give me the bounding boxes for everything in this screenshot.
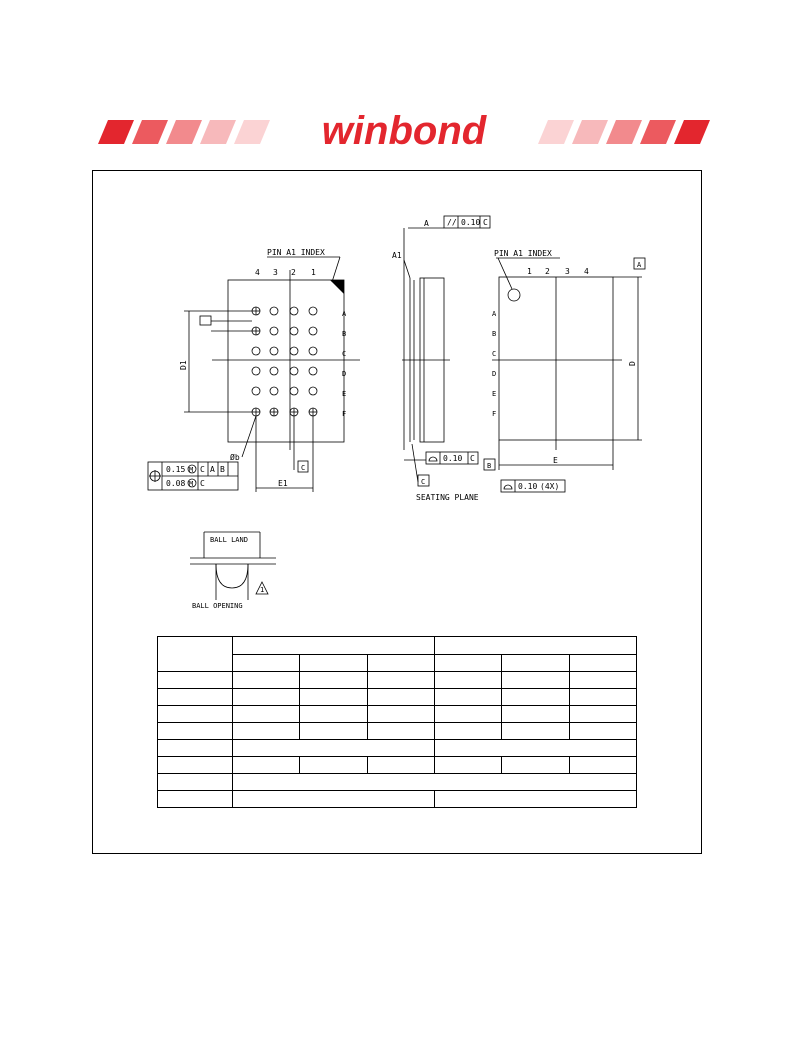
table-row [158, 637, 637, 655]
row-letter: A [492, 310, 497, 318]
table-cell [233, 723, 300, 740]
table-cell [233, 654, 300, 672]
table-cell [233, 689, 300, 706]
table-row [158, 740, 637, 757]
stripe [538, 120, 574, 144]
table-row [158, 689, 637, 706]
stripe [606, 120, 642, 144]
ball-grid [252, 307, 317, 416]
table-cell [569, 654, 636, 672]
a-dimension: A [424, 219, 429, 228]
row-letter: F [492, 410, 497, 418]
row-letter: E [342, 390, 347, 398]
seating-plane-label: SEATING PLANE [416, 493, 479, 502]
column-number: 1 [311, 268, 316, 277]
table-cell [158, 791, 233, 808]
column-number: 4 [584, 267, 589, 276]
side-view [392, 216, 490, 502]
table-cell [434, 740, 636, 757]
tolerance-box [200, 316, 211, 325]
table-cell [158, 740, 233, 757]
column-number: 2 [545, 267, 550, 276]
table-cell [367, 757, 434, 774]
fcf-datum: C [200, 465, 205, 474]
ball-opening-label: BALL OPENING [192, 602, 243, 610]
table-cell [434, 654, 501, 672]
table-cell [300, 706, 367, 723]
parallel-tolerance: 0.10 [461, 218, 481, 227]
row-letter: D [492, 370, 497, 378]
bottom-view [148, 248, 360, 492]
fcf-modifier: M [189, 480, 194, 488]
winbond-logo [96, 108, 712, 154]
row-letter: A [342, 310, 347, 318]
table-cell [569, 723, 636, 740]
e-dimension: E [553, 456, 558, 465]
column-number: 4 [255, 268, 260, 277]
table-cell [233, 791, 435, 808]
fcf-modifier: M [189, 466, 194, 474]
column-number: 2 [291, 268, 296, 277]
table-cell [367, 654, 434, 672]
left-stripes [98, 120, 270, 144]
feature-control-frame [148, 462, 238, 490]
d1-dimension: D1 [179, 360, 188, 370]
table-cell [233, 740, 435, 757]
table-row [158, 723, 637, 740]
stripe [132, 120, 168, 144]
profile-tolerance: 0.10 [518, 482, 538, 491]
pin-a1-dot [508, 289, 520, 301]
table-cell [434, 723, 501, 740]
table-cell [434, 791, 636, 808]
parallel-datum: C [483, 218, 488, 227]
table-cell [158, 774, 233, 791]
table-cell [502, 723, 569, 740]
table-cell [300, 654, 367, 672]
column-number: 1 [527, 267, 532, 276]
a1-dimension: A1 [392, 251, 402, 260]
parallel-symbol: // [447, 218, 457, 227]
table-cell [300, 723, 367, 740]
fcf-tolerance: 0.08 [166, 479, 186, 488]
table-cell [300, 672, 367, 689]
table-row [158, 672, 637, 689]
parallelism-frame [444, 216, 490, 228]
profile-count: (4X) [540, 482, 560, 491]
flatness-datum: C [470, 454, 475, 463]
table-cell [434, 706, 501, 723]
fcf-datum: C [200, 479, 205, 488]
column-number: 3 [565, 267, 570, 276]
table-cell [158, 757, 233, 774]
datum-b-label: B [487, 462, 492, 470]
fcf-datum: B [220, 465, 225, 474]
table-cell [434, 757, 501, 774]
table-cell [502, 672, 569, 689]
table-cell [367, 689, 434, 706]
profile-frame [501, 480, 565, 492]
ball-diameter-label: Øb [230, 453, 240, 462]
table-cell [434, 689, 501, 706]
row-letter: B [492, 330, 497, 338]
row-letter: E [492, 390, 497, 398]
stripe [200, 120, 236, 144]
table-cell [300, 757, 367, 774]
table-cell [502, 757, 569, 774]
top-view [484, 249, 645, 492]
pin-a1-index-label: PIN A1 INDEX [494, 249, 552, 258]
note-number: 1 [260, 586, 265, 594]
table-cell [434, 672, 501, 689]
table-row [158, 791, 637, 808]
row-letter: B [342, 330, 347, 338]
stripe [234, 120, 270, 144]
column-number: 3 [273, 268, 278, 277]
pin-a1-index-label: PIN A1 INDEX [267, 248, 325, 257]
row-letter: F [342, 410, 347, 418]
stripe [640, 120, 676, 144]
table-cell [502, 689, 569, 706]
table-cell [569, 672, 636, 689]
table-cell [158, 672, 233, 689]
table-cell [233, 706, 300, 723]
table-cell [434, 637, 636, 655]
flatness-tolerance: 0.10 [443, 454, 463, 463]
seating-plane-datum: C [421, 478, 426, 486]
table-cell [233, 672, 300, 689]
table-cell [367, 723, 434, 740]
table-cell [158, 689, 233, 706]
table-cell [158, 637, 233, 672]
table-cell [367, 706, 434, 723]
table-cell [233, 637, 435, 655]
table-cell [300, 689, 367, 706]
datum-a-label: A [637, 261, 642, 269]
stripe [98, 120, 134, 144]
ball-land-label: BALL LAND [210, 536, 248, 544]
table-cell [569, 689, 636, 706]
d-dimension: D [628, 361, 637, 366]
table-cell [367, 672, 434, 689]
dimension-table [157, 636, 637, 808]
table-cell [233, 757, 300, 774]
fcf-datum: A [210, 465, 215, 474]
right-stripes [538, 120, 710, 144]
bottom-view-body [228, 280, 347, 442]
table-row [158, 774, 637, 791]
table-cell [502, 654, 569, 672]
table-cell [569, 706, 636, 723]
row-letter: D [342, 370, 347, 378]
ball-land-detail [190, 532, 276, 610]
flatness-frame [426, 452, 478, 464]
table-cell [158, 706, 233, 723]
pin-a1-corner-mark [330, 280, 344, 294]
e1-dimension: E1 [278, 479, 288, 488]
stripe [166, 120, 202, 144]
table-cell [502, 706, 569, 723]
datum-c-label: C [301, 464, 306, 472]
row-letter: C [342, 350, 347, 358]
fcf-tolerance: 0.15 [166, 465, 186, 474]
table-row [158, 757, 637, 774]
table-row [158, 706, 637, 723]
stripe [572, 120, 608, 144]
row-letter: C [492, 350, 497, 358]
table-cell [158, 723, 233, 740]
table-cell [569, 757, 636, 774]
logo-wordmark: winbond [321, 109, 487, 153]
table-cell [233, 774, 637, 791]
stripe [674, 120, 710, 144]
